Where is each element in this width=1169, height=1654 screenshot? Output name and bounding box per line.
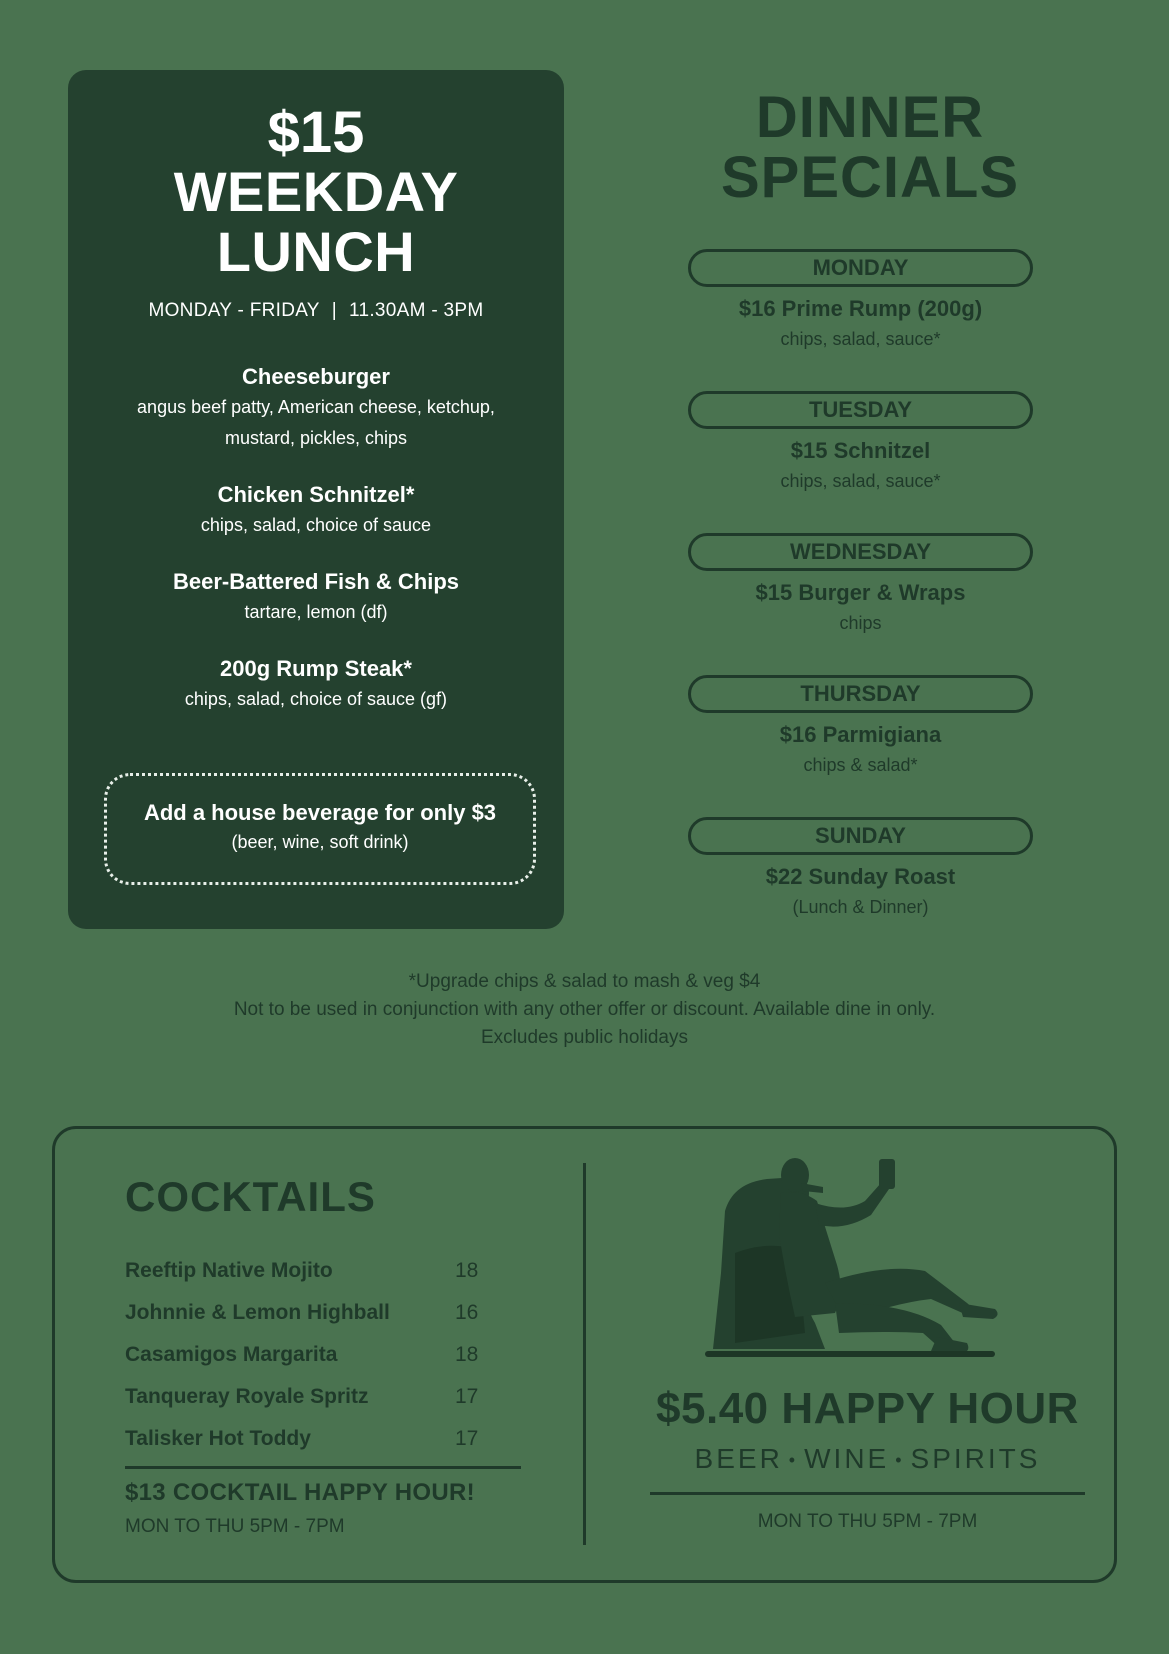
lunch-title-line1: WEEKDAY <box>173 160 459 223</box>
bullet-icon: • <box>895 1450 905 1471</box>
cocktail-price: 17 <box>455 1385 479 1408</box>
lunch-item-name: Beer-Battered Fish & Chips <box>172 569 460 594</box>
cocktail-row <box>125 1299 485 1341</box>
lunch-hours-separator: | <box>331 300 338 321</box>
cocktail-happy-hour: $13 COCKTAIL HAPPY HOUR! <box>125 1479 475 1506</box>
day-desc: chips, salad, sauce* <box>780 471 941 491</box>
weekday-lunch-card <box>68 70 564 929</box>
beverage-offer-title: Add a house beverage for only $3 <box>143 800 497 825</box>
day-desc: (Lunch & Dinner) <box>792 897 929 917</box>
dinner-specials-list <box>688 249 1033 959</box>
cocktails-title: COCKTAILS <box>125 1173 376 1220</box>
lunch-item-name: Cheeseburger <box>242 364 390 389</box>
footnote-line1: *Upgrade chips & salad to mash & veg $4 <box>408 971 761 992</box>
bullet-icon: • <box>788 1450 799 1471</box>
cocktail-name: Reeftip Native Mojito <box>125 1259 333 1282</box>
day-desc: chips <box>839 613 882 633</box>
lunch-title-line2: LUNCH <box>216 220 416 283</box>
cocktail-name: Johnnie & Lemon Highball <box>125 1301 390 1324</box>
footnote-line2: Not to be used in conjunction with any other offer or discount. Available dine in only. <box>233 999 936 1020</box>
lunch-item-desc: tartare, lemon (df) <box>244 602 388 622</box>
cocktail-price: 16 <box>455 1301 479 1324</box>
lunch-price: $15 <box>267 100 365 165</box>
dinner-day-monday <box>688 249 1033 391</box>
day-dish: $15 Schnitzel <box>790 438 931 463</box>
dinner-day-tuesday <box>688 391 1033 533</box>
lunch-item-name: Chicken Schnitzel* <box>217 482 415 507</box>
day-desc: chips, salad, sauce* <box>780 329 941 349</box>
cocktail-price: 18 <box>455 1259 479 1282</box>
lunch-menu-items <box>68 362 564 741</box>
lunch-days: MONDAY - FRIDAY <box>148 300 320 321</box>
lunch-item-desc: angus beef patty, American cheese, ketchup, mustard, pickles, chips <box>137 397 495 448</box>
lunch-item-name: 200g Rump Steak* <box>220 656 412 681</box>
cocktail-list <box>125 1257 485 1467</box>
man-in-armchair-icon <box>705 1153 1025 1357</box>
happy-hour-wine: WINE <box>804 1443 890 1474</box>
dinner-day-sunday <box>688 817 1033 959</box>
cocktail-price: 18 <box>455 1343 479 1366</box>
dinner-specials-title <box>690 85 1050 210</box>
day-pill: SUNDAY <box>688 817 1033 855</box>
day-desc: chips & salad* <box>803 755 918 775</box>
cocktail-row <box>125 1341 485 1383</box>
day-dish: $15 Burger & Wraps <box>755 580 966 605</box>
cocktail-row <box>125 1383 485 1425</box>
footnote-line3: Excludes public holidays <box>480 1027 688 1048</box>
vertical-divider <box>583 1163 586 1545</box>
day-pill: WEDNESDAY <box>688 533 1033 571</box>
day-pill: MONDAY <box>688 249 1033 287</box>
dinner-day-thursday <box>688 675 1033 817</box>
cocktail-happy-hour-time: MON TO THU 5PM - 7PM <box>125 1516 345 1537</box>
cocktails-divider <box>125 1466 521 1469</box>
drinks-box <box>52 1126 1117 1583</box>
day-dish: $16 Prime Rump (200g) <box>738 296 983 321</box>
beverage-offer-box <box>104 773 536 885</box>
lunch-item-desc: chips, salad, choice of sauce (gf) <box>184 689 448 709</box>
lunch-item <box>68 480 564 541</box>
cocktail-name: Tanqueray Royale Spritz <box>125 1385 369 1408</box>
day-dish: $22 Sunday Roast <box>765 864 956 889</box>
happy-hour-divider <box>650 1492 1085 1495</box>
day-pill: TUESDAY <box>688 391 1033 429</box>
cocktail-name: Talisker Hot Toddy <box>125 1427 311 1450</box>
happy-hour-beer: BEER <box>694 1443 783 1474</box>
cocktail-row <box>125 1425 485 1467</box>
dinner-title-line2: SPECIALS <box>720 145 1020 210</box>
happy-hour-spirits: SPIRITS <box>910 1443 1041 1474</box>
lunch-item <box>68 654 564 715</box>
lunch-item <box>68 362 564 454</box>
happy-hour-drinks <box>615 1443 1120 1475</box>
lunch-item <box>68 567 564 628</box>
day-pill: THURSDAY <box>688 675 1033 713</box>
cocktail-row <box>125 1257 485 1299</box>
happy-hour-time: MON TO THU 5PM - 7PM <box>757 1511 978 1532</box>
footnote <box>0 968 1169 1052</box>
lunch-item-desc: chips, salad, choice of sauce <box>200 515 432 535</box>
lunch-time: 11.30AM - 3PM <box>349 300 484 321</box>
cocktail-name: Casamigos Margarita <box>125 1343 338 1366</box>
beverage-offer-sub: (beer, wine, soft drink) <box>231 832 409 852</box>
dinner-day-wednesday <box>688 533 1033 675</box>
dinner-title-line1: DINNER <box>755 85 985 150</box>
day-dish: $16 Parmigiana <box>779 722 942 747</box>
lunch-hours <box>68 300 564 322</box>
happy-hour-title: $5.40 HAPPY HOUR <box>656 1384 1079 1433</box>
cocktail-price: 17 <box>455 1427 479 1450</box>
